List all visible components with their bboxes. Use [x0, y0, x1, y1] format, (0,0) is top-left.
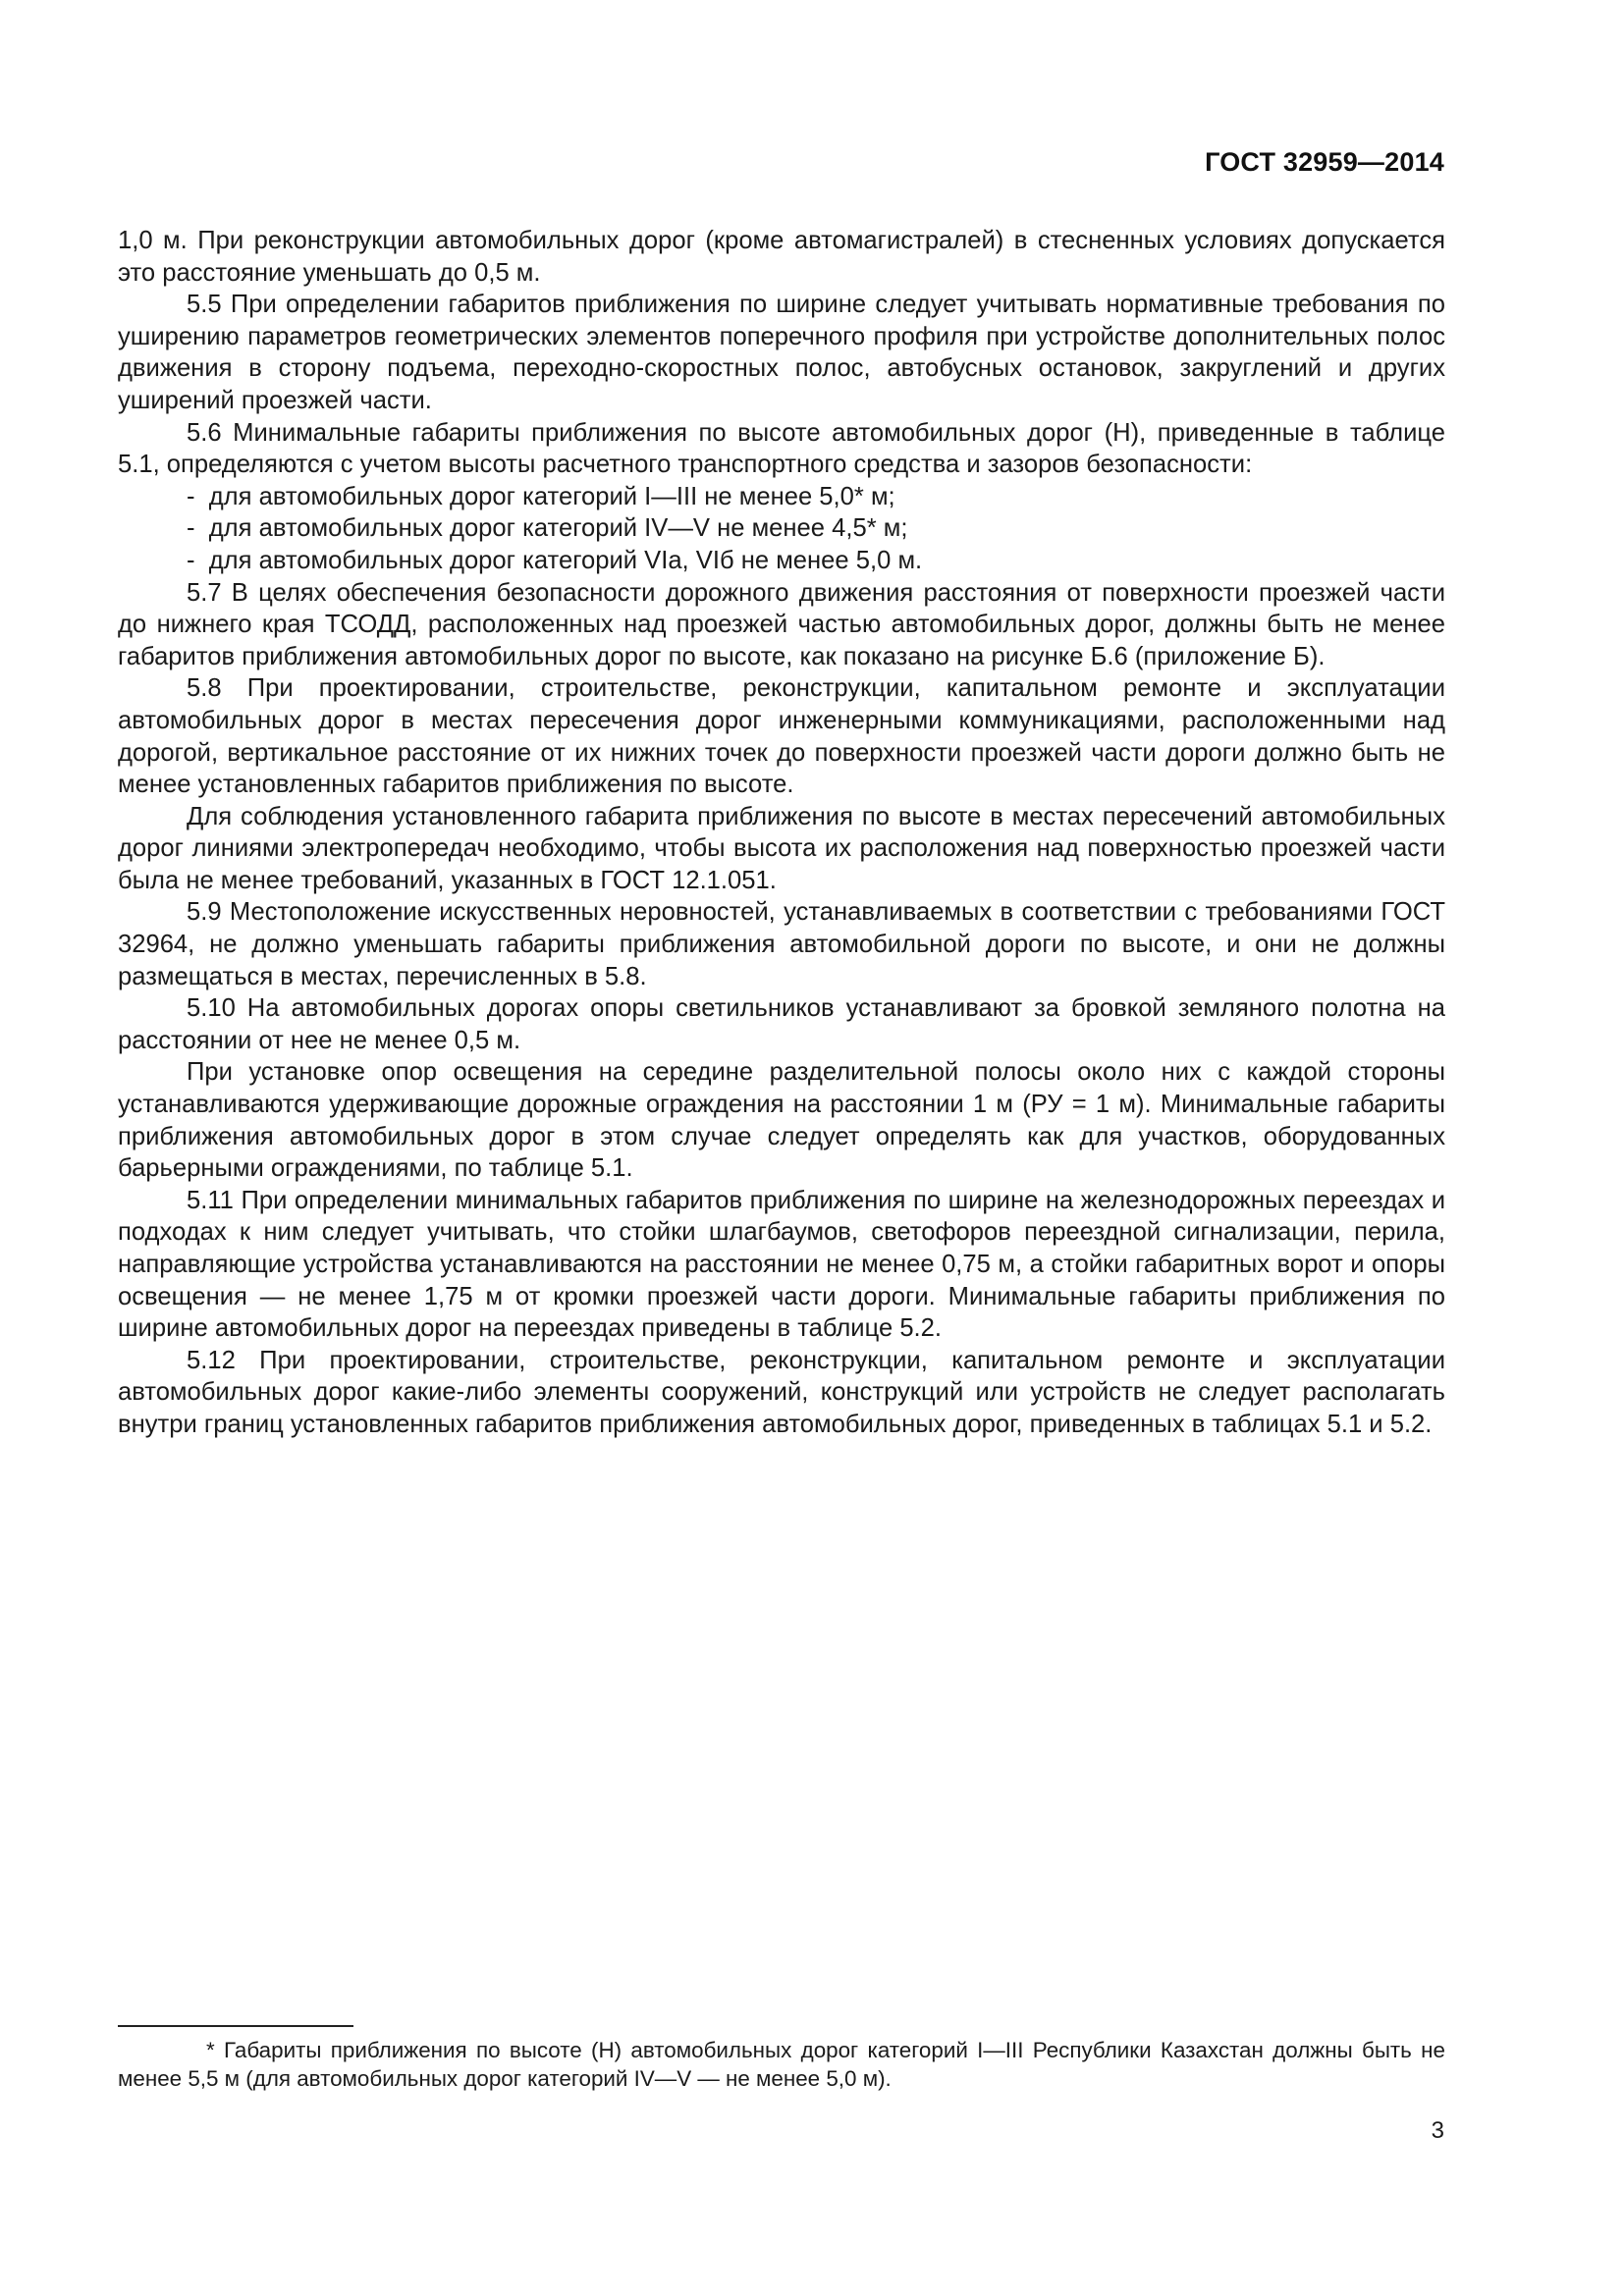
height-requirements-list	[118, 481, 1445, 577]
list-item: - для автомобильных дорог категорий IV—V не менее 4,5* м;	[187, 512, 1445, 545]
clause-5-11: 5.11 При определении минимальных габаритов приближения по ширине на железнодорожных переездах и подходах к ним следует учитывать, что стойки шлагбаумов, светофоров переездной сигнализации, перила, направляющие устройства устанавливаются на расстоянии не менее 0,75 м, а стойки габаритных ворот и опоры освещения — не менее 1,75 м от кромки проезжей части дороги. Минимальные габариты приближения по ширине автомобильных дорог на переездах приведены в таблице 5.2.	[118, 1186, 1445, 1343]
clause-5-5: 5.5 При определении габаритов приближения по ширине следует учитывать нормативные требования по уширению параметров геометрических элементов поперечного профиля при устройстве дополнительных полос движения в сторону подъема, переходно-скоростных полос, автобусных остановок, закруглений и других уширений проезжей части.	[118, 291, 1445, 414]
clause-5-10-lighting: При установке опор освещения на середине разделительной полосы около них с каждой стороны устанавливаются удерживающие дорожные ограждения на расстоянии 1 м (РУ = 1 м). Минимальные габариты приближения автомобильных дорог в этом случае следует определять как для участков, оборудованных барьерными ограждениями, по таблице 5.1.	[118, 1058, 1445, 1183]
list-item: - для автомобильных дорог категорий VIа, VIб не менее 5,0 м.	[187, 545, 1445, 577]
page-number: 3	[1431, 2117, 1444, 2144]
footnote	[118, 2037, 1445, 2093]
footnote-separator	[118, 2025, 353, 2027]
clause-5-8-power-lines: Для соблюдения установленного габарита приближения по высоте в местах пересечений автомобильных дорог линиями электропередач необходимо, чтобы высота их расположения над поверхностью проезжей части была не менее требований, указанных в ГОСТ 12.1.051.	[118, 802, 1445, 894]
main-text	[118, 225, 1445, 1441]
paragraph-continuation: 1,0 м. При реконструкции автомобильных дорог (кроме автомагистралей) в стесненных условиях допускается это расстояние уменьшать до 0,5 м.	[118, 227, 1445, 287]
clause-5-12: 5.12 При проектировании, строительстве, реконструкции, капитальном ремонте и эксплуатации автомобильных дорог какие-либо элементы сооружений, конструкций или устройств не следует располагать внутри границ установленных габаритов приближения автомобильных дорог, приведенных в таблицах 5.1 и 5.2.	[118, 1346, 1445, 1438]
standard-designation: ГОСТ 32959—2014	[1205, 147, 1444, 177]
list-item: - для автомобильных дорог категорий I—III не менее 5,0* м;	[187, 481, 1445, 513]
footnote-text: * Габариты приближения по высоте (Н) автомобильных дорог категорий I—III Республики Казахстан должны быть не менее 5,5 м (для автомобильных дорог категорий IV—V — не менее 5,0 м).	[118, 2038, 1445, 2091]
clause-5-6: 5.6 Минимальные габариты приближения по высоте автомобильных дорог (Н), приведенные в таблице 5.1, определяются с учетом высоты расчетного транспортного средства и зазоров безопасности:	[118, 418, 1445, 479]
clause-5-7: 5.7 В целях обеспечения безопасности дорожного движения расстояния от поверхности проезжей части до нижнего края ТСОДД, расположенных над проезжей частью автомобильных дорог, должны быть не менее габаритов приближения автомобильных дорог по высоте, как показано на рисунке Б.6 (приложение Б).	[118, 578, 1445, 670]
clause-5-8: 5.8 При проектировании, строительстве, реконструкции, капитальном ремонте и эксплуатации автомобильных дорог в местах пересечения дорог инженерными коммуникациями, расположенными над дорогой, вертикальное расстояние от их нижних точек до поверхности проезжей части дороги должно быть не менее установленных габаритов приближения по высоте.	[118, 674, 1445, 799]
clause-5-9: 5.9 Местоположение искусственных неровностей, устанавливаемых в соответствии с требованиями ГОСТ 32964, не должно уменьшать габариты приближения автомобильной дороги по высоте, и они не должны размещаться в местах, перечисленных в 5.8.	[118, 898, 1445, 990]
clause-5-10: 5.10 На автомобильных дорогах опоры светильников устанавливают за бровкой земляного полотна на расстоянии от нее не менее 0,5 м.	[118, 994, 1445, 1054]
